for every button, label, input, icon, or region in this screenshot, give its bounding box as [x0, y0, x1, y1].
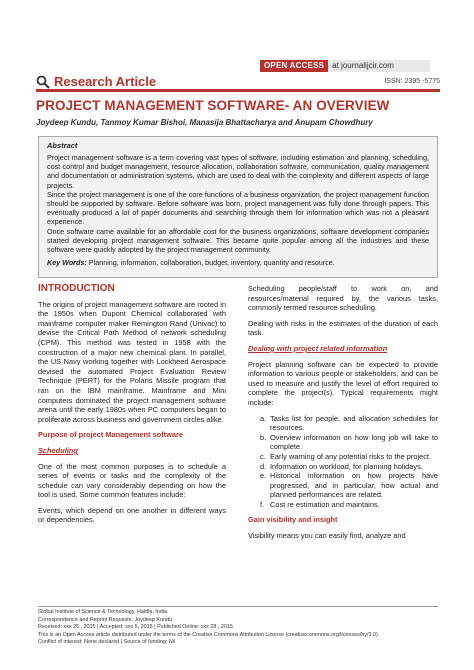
paper-title: PROJECT MANAGEMENT SOFTWARE- AN OVERVIEW: [36, 98, 390, 113]
visibility-paragraph: Visibility means you can easily find, analyze and: [248, 531, 406, 541]
open-access-badge: OPEN ACCESS: [260, 60, 328, 72]
introduction-paragraph: The origins of project management software are rooted in the 1950s when Dupont Chemical collaborated with mainframe computer maker Remington Rand (Univac) to devise the Critical Path Method of network scheduling (CPM). This method was tested in 1958 with the construction of a major new chemical plant. In parallel, the US Navy working together with Lockheed Aerospace devised the automated Project Evaluation Review Technique (PERT) for the Polaris Missile program that ran on the IBM mainframe. Mainframe and Mini computers dominated the project management software arena until the early 1980s when PC computers began to proliferate across business and government circles alike.: [38, 299, 226, 424]
author-list: Joydeep Kundu, Tanmoy Kumar Bishoi, Manasija Bhattacharya and Anupam Chowdhury: [36, 118, 373, 127]
list-item: f. Cost re estimation and maintains.: [260, 499, 380, 509]
scheduling-paragraph: One of the most common purposes is to schedule a series of events or tasks and the complexity of the schedule can vary considerably depending on how the tool is used. Some common features include:: [38, 461, 226, 500]
scheduling-continued-paragraph: Scheduling people/staff to work on, and resources/material required by, the various tasks, commonly termed resource scheduling.: [248, 284, 438, 313]
planning-paragraph: Project planning software can be expected to provide information to various people or stakeholders, and can be used to measure and justify the level of effort required to complete the project(s). Typical requirements might include:: [248, 359, 438, 407]
list-item: b. Overview information on how long job will take to complete.: [260, 432, 438, 452]
list-item: d. Information on workload, for planning holidays.: [260, 461, 423, 471]
issn-label: ISSN: 2395 -5775: [384, 78, 440, 85]
list-item: c. Early warning of any potential risks to the project.: [260, 451, 432, 461]
keywords: [47, 258, 429, 267]
purpose-heading: Purpose of project Management software: [38, 430, 183, 440]
footer-correspondence: Correspondence and Reprint Requests: Joydeep Kundu: [38, 616, 172, 623]
open-access-banner: [260, 60, 430, 72]
footer-divider: [38, 606, 438, 607]
footer: [38, 609, 448, 647]
journal-site-link[interactable]: at journalijcir.com: [328, 60, 430, 72]
left-column: [38, 284, 226, 531]
scheduling-heading: Scheduling: [38, 445, 78, 455]
abstract-box: [38, 136, 438, 278]
requirements-list: [260, 414, 438, 510]
project-information-heading: Dealing with project related information: [248, 343, 388, 353]
abstract-paragraph: Since the project management is one of the core functions of a business organization, the project management function should be supported by software. Before software was born, project management was fully done through papers. This eventually produced a lot of paper documents and searching through them for information which was not a pleasant experience.: [47, 189, 429, 227]
list-item: a. Tasks list for people, and allocation schedules for resources.: [260, 413, 438, 433]
keywords-label: Key Words:: [47, 258, 87, 268]
footer-license: This is an Open Access article distributed under the terms of the Creative Commons Attribution License (creativecommons.org/licenses/by/3.0): [38, 631, 378, 638]
footer-dates: Received: xxx 25 , 2015 | Accepted: xxx 5, 2015 | Published Online: xxx 28 , 2015: [38, 624, 233, 631]
magnifier-icon: [36, 75, 50, 89]
article-type-label: Research Article: [54, 74, 157, 89]
footer-affiliation: Global Institute of Science & Technology, Haldia, India: [38, 609, 167, 615]
keywords-text: Planning, information, collaboration, budget, inventory, quantity and resource.: [86, 258, 335, 268]
footer-conflict: Conflict of interest: None declared | Source of funding: Nil: [38, 639, 176, 646]
article-header: [36, 76, 440, 92]
abstract-heading: Abstract: [47, 141, 78, 150]
list-item: e. Historical information on how projects have progressed, and in particular, how actual and planned performances are related.: [260, 471, 438, 500]
abstract-paragraph: Project management software is a term covering vast types of software, including estimation and planning, scheduling, cost control and budget management, resource allocation, collaboration software, communication, quality management and documentation or administration systems, which are used to deal with the complexity and different aspects of large projects.: [47, 153, 429, 190]
abstract-paragraph: Once software came available for an affordable cost for the business organizations, software development companies started developing project management software. This became quite popular among all the industries and these software were quickly adopted by the project management community.: [47, 226, 429, 255]
events-paragraph: Events, which depend on one another in different ways or dependencies.: [38, 505, 226, 525]
visibility-heading: Gain visibility and insight: [248, 515, 338, 525]
introduction-heading: INTRODUCTION: [38, 283, 115, 294]
risks-paragraph: Dealing with risks in the estimates of the duration of each task.: [248, 318, 438, 338]
right-column: [248, 284, 438, 547]
